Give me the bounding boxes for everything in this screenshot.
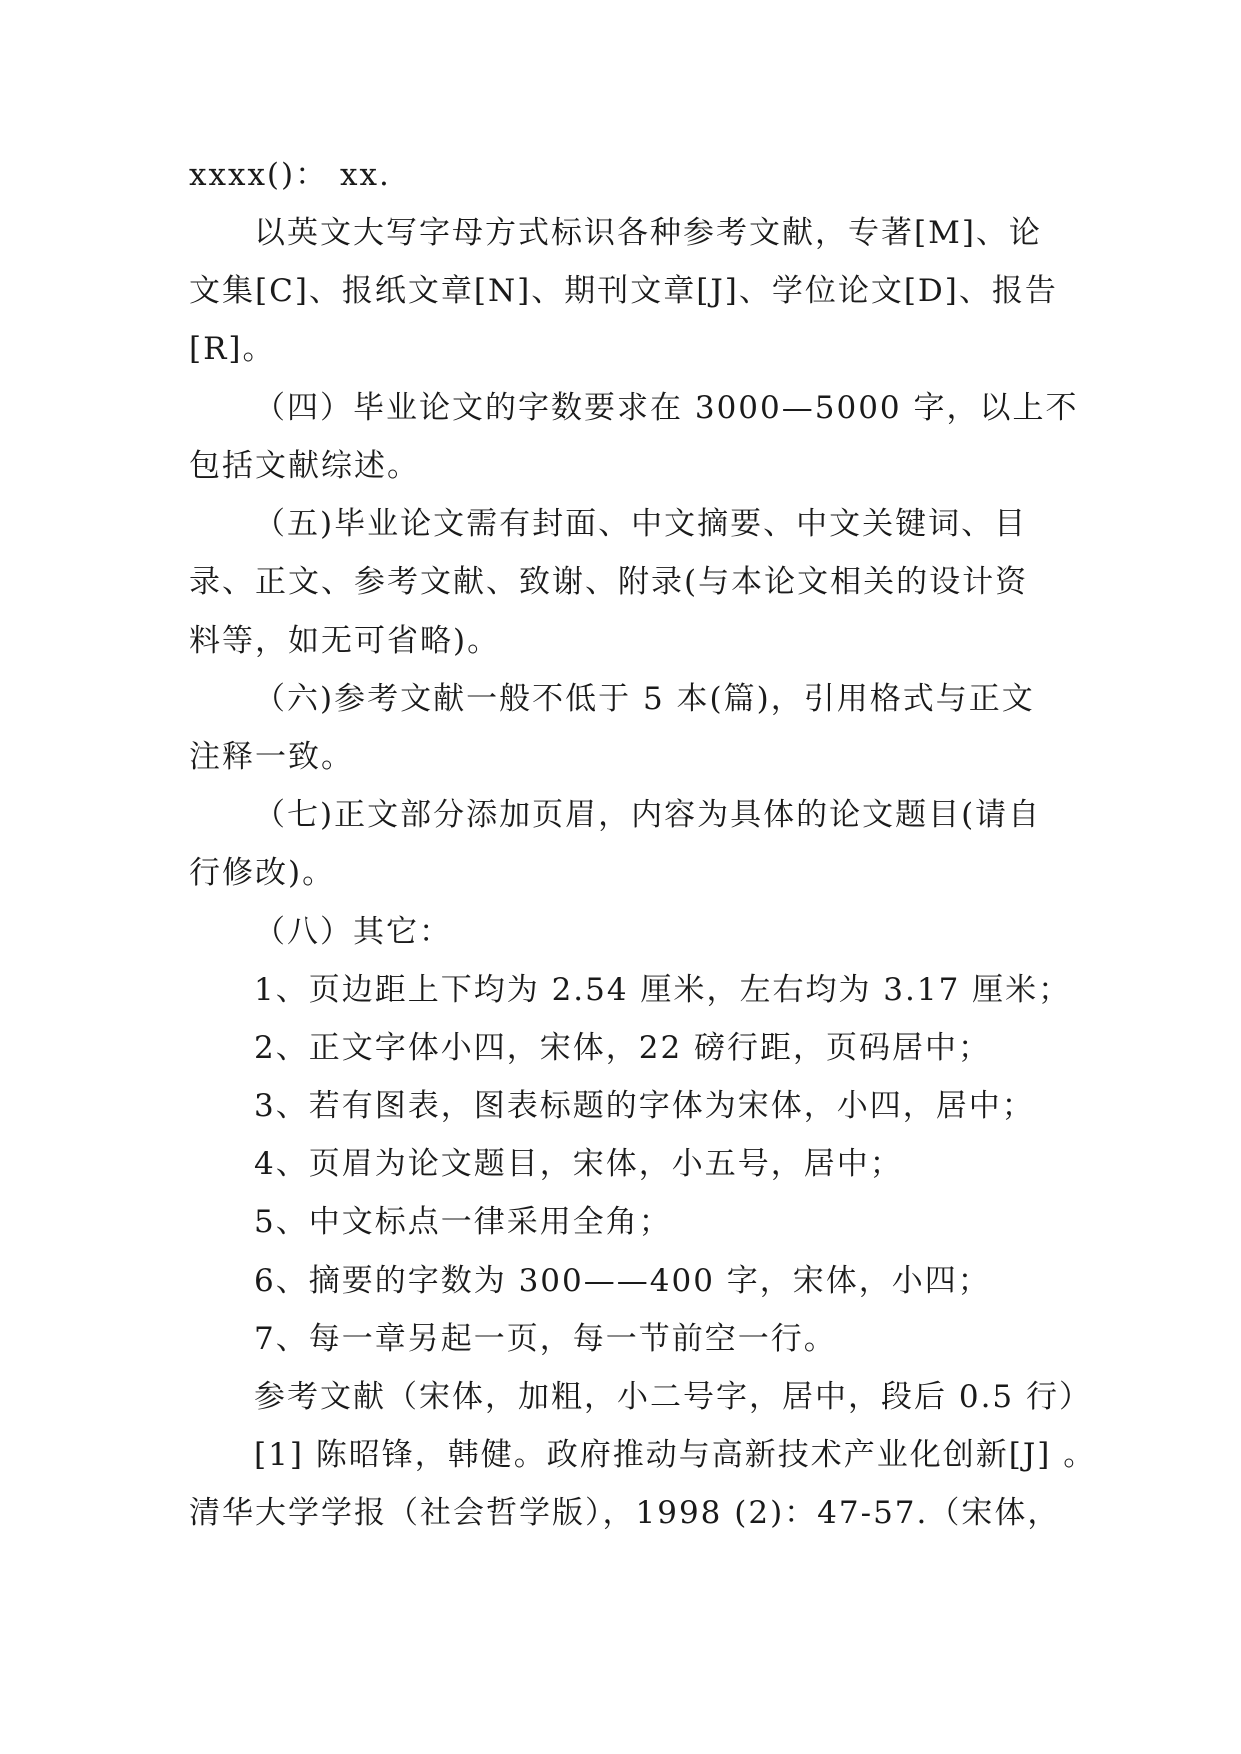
text-line: （四）毕业论文的字数要求在 3000—5000 字，以上不 bbox=[254, 390, 1079, 426]
text-line: 清华大学学报（社会哲学版），1998 (2)：47-57.（宋体， bbox=[189, 1495, 1061, 1531]
text-line: 6、摘要的字数为 300——400 字，宋体，小四； bbox=[254, 1263, 991, 1299]
text-line: 包括文献综述。 bbox=[189, 448, 420, 484]
text-line: xxxx()： xx. bbox=[189, 157, 391, 193]
text-line: [1] 陈昭锋，韩健。政府推动与高新技术产业化创新[J] 。 bbox=[254, 1437, 1097, 1473]
text-line: 2、正文字体小四，宋体，22 磅行距，页码居中； bbox=[254, 1030, 992, 1066]
text-line: 文集[C]、报纸文章[N]、期刊文章[J]、学位论文[D]、报告 bbox=[189, 273, 1058, 309]
text-line: 录、正文、参考文献、致谢、附录(与本论文相关的设计资 bbox=[189, 564, 1029, 600]
text-line: 5、中文标点一律采用全角； bbox=[254, 1204, 672, 1240]
text-line: 7、每一章另起一页，每一节前空一行。 bbox=[254, 1321, 837, 1357]
text-line: （八）其它： bbox=[254, 914, 452, 950]
text-line: [R]。 bbox=[189, 331, 276, 367]
text-line: （六)参考文献一般不低于 5 本(篇)，引用格式与正文 bbox=[254, 681, 1035, 717]
text-line: 料等，如无可省略)。 bbox=[189, 623, 501, 659]
text-line: 以英文大写字母方式标识各种参考文献，专著[M]、论 bbox=[254, 215, 1042, 251]
text-line: 注释一致。 bbox=[189, 739, 354, 775]
text-line: 参考文献（宋体，加粗，小二号字，居中，段后 0.5 行） bbox=[254, 1379, 1093, 1415]
text-line: 3、若有图表，图表标题的字体为宋体，小四，居中； bbox=[254, 1088, 1035, 1124]
text-line: （五)毕业论文需有封面、中文摘要、中文关键词、目 bbox=[254, 506, 1028, 542]
text-line: 行修改)。 bbox=[189, 855, 336, 891]
text-line: 4、页眉为论文题目，宋体，小五号，居中； bbox=[254, 1146, 903, 1182]
text-line: （七)正文部分添加页眉，内容为具体的论文题目(请自 bbox=[254, 797, 1042, 833]
text-line: 1、页边距上下均为 2.54 厘米，左右均为 3.17 厘米； bbox=[254, 972, 1072, 1008]
